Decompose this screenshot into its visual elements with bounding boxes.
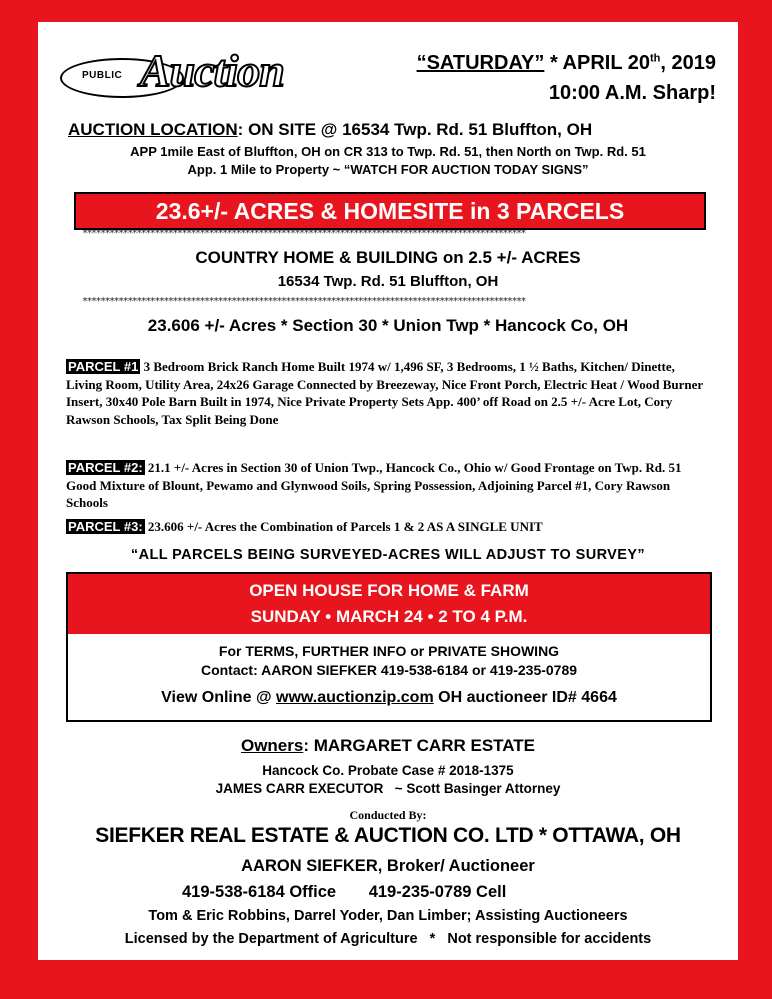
parcel-1-tag: PARCEL #1 xyxy=(68,359,139,374)
acres-banner xyxy=(74,192,706,230)
home-block-address: 16534 Twp. Rd. 51 Bluffton, OH xyxy=(277,273,499,290)
view-online-prefix: View Online @ xyxy=(161,689,277,706)
acres-summary-line: 23.606 +/- Acres * Section 30 * Union Twp * Hancock Co, OH xyxy=(147,316,629,335)
logo-public-text: PUBLIC xyxy=(82,70,123,81)
directions-line-2: App. 1 Mile to Property ~ “WATCH FOR AUCTION TODAY SIGNS” xyxy=(187,162,589,177)
acres-banner-text: 23.6+/- ACRES & HOMESITE in 3 PARCELS xyxy=(155,198,625,224)
parcel-1-text: 3 Bedroom Brick Ranch Home Built 1974 w/ 1,496 SF, 3 Bedrooms, 1 ½ Baths, Kitchen/ Dinette, Living Room, Utility Area, 24x26 Garage Connected by Breezeway, Nice Front Porch, Electric Heat / Wood Burner Insert, 30x40 Pole Barn Built in 1974, Nice Private Property Sets App. 400’ off Road on 2.5 +/- Acre Lot, Cory Rawson Schools, Tax Split Being Done xyxy=(66,359,703,427)
location-label: AUCTION LOCATION xyxy=(68,120,238,139)
auction-date xyxy=(417,52,716,75)
auction-flyer xyxy=(38,22,738,960)
license-line: Licensed by the Department of Agriculture * Not responsible for accidents xyxy=(124,931,652,947)
open-house-banner xyxy=(68,574,710,634)
conducted-by: Conducted By: xyxy=(349,808,427,822)
survey-note: “ALL PARCELS BEING SURVEYED-ACRES WILL ADJUST TO SURVEY” xyxy=(130,547,646,563)
executor-line: JAMES CARR EXECUTOR ~ Scott Basinger Attorney xyxy=(215,781,561,796)
view-online-suffix: OH auctioneer ID# 4664 xyxy=(433,689,617,706)
location-colon: : xyxy=(237,120,244,139)
phones-line xyxy=(182,883,506,902)
open-house-line-1: OPEN HOUSE FOR HOME & FARM xyxy=(249,581,529,600)
parcel-3 xyxy=(66,518,726,536)
parcel-1 xyxy=(66,358,714,428)
auctionzip-link[interactable]: www.auctionzip.com xyxy=(276,689,434,706)
view-online-line xyxy=(68,689,710,707)
assisting-auctioneers: Tom & Eric Robbins, Darrel Yoder, Dan Limber; Assisting Auctioneers xyxy=(148,908,628,924)
contact-line-2: Contact: AARON SIEFKER 419-538-6184 or 419-235-0789 xyxy=(200,662,578,678)
home-block-title: COUNTRY HOME & BUILDING on 2.5 +/- ACRES xyxy=(195,248,581,267)
star-divider-2: ************************************************************************************************** xyxy=(82,296,526,307)
open-house-line-2: SUNDAY • MARCH 24 • 2 TO 4 P.M. xyxy=(250,607,528,626)
parcel-2-tag: PARCEL #2: xyxy=(68,460,143,475)
parcel-3-text: 23.606 +/- Acres the Combination of Parcels 1 & 2 AS A SINGLE UNIT xyxy=(147,519,543,534)
parcel-2-text: 21.1 +/- Acres in Section 30 of Union Twp., Hancock Co., Ohio w/ Good Frontage on Twp. Rd. 51 Good Mixture of Blount, Pewamo and Glynwood Soils, Spring Possession, Adjoining Parcel #1, Cory Rawson Schools xyxy=(66,460,682,510)
date-month-day: * APRIL 20 xyxy=(544,52,650,74)
owners-name: : MARGARET CARR ESTATE xyxy=(303,736,536,755)
cell-phone: 419-235-0789 Cell xyxy=(368,883,507,901)
day-label: “SATURDAY” xyxy=(416,52,545,74)
logo-script-text: Auction xyxy=(140,45,284,96)
parcel-3-tag: PARCEL #3: xyxy=(68,519,143,534)
office-phone: 419-538-6184 Office xyxy=(182,883,337,901)
probate-case: Hancock Co. Probate Case # 2018-1375 xyxy=(262,763,514,778)
auction-location xyxy=(68,120,592,140)
owners-label: Owners xyxy=(240,736,304,755)
directions-line-1: APP 1mile East of Bluffton, OH on CR 313 to Twp. Rd. 51, then North on Twp. Rd. 51 xyxy=(130,144,646,159)
company-name: SIEFKER REAL ESTATE & AUCTION CO. LTD * OTTAWA, OH xyxy=(95,824,681,847)
open-house-box xyxy=(66,572,712,722)
auction-time: 10:00 A.M. Sharp! xyxy=(548,82,716,104)
public-auction-logo xyxy=(60,45,300,100)
date-year: , 2019 xyxy=(660,52,716,74)
broker-line: AARON SIEFKER, Broker/ Auctioneer xyxy=(241,857,535,875)
parcel-2 xyxy=(66,459,714,512)
contact-line-1: For TERMS, FURTHER INFO or PRIVATE SHOWING xyxy=(218,643,560,659)
location-address: ON SITE @ 16534 Twp. Rd. 51 Bluffton, OH xyxy=(243,120,593,139)
star-divider-1: ************************************************************************************************** xyxy=(82,228,526,239)
owners-line xyxy=(38,736,738,756)
date-suffix: th xyxy=(650,52,661,65)
